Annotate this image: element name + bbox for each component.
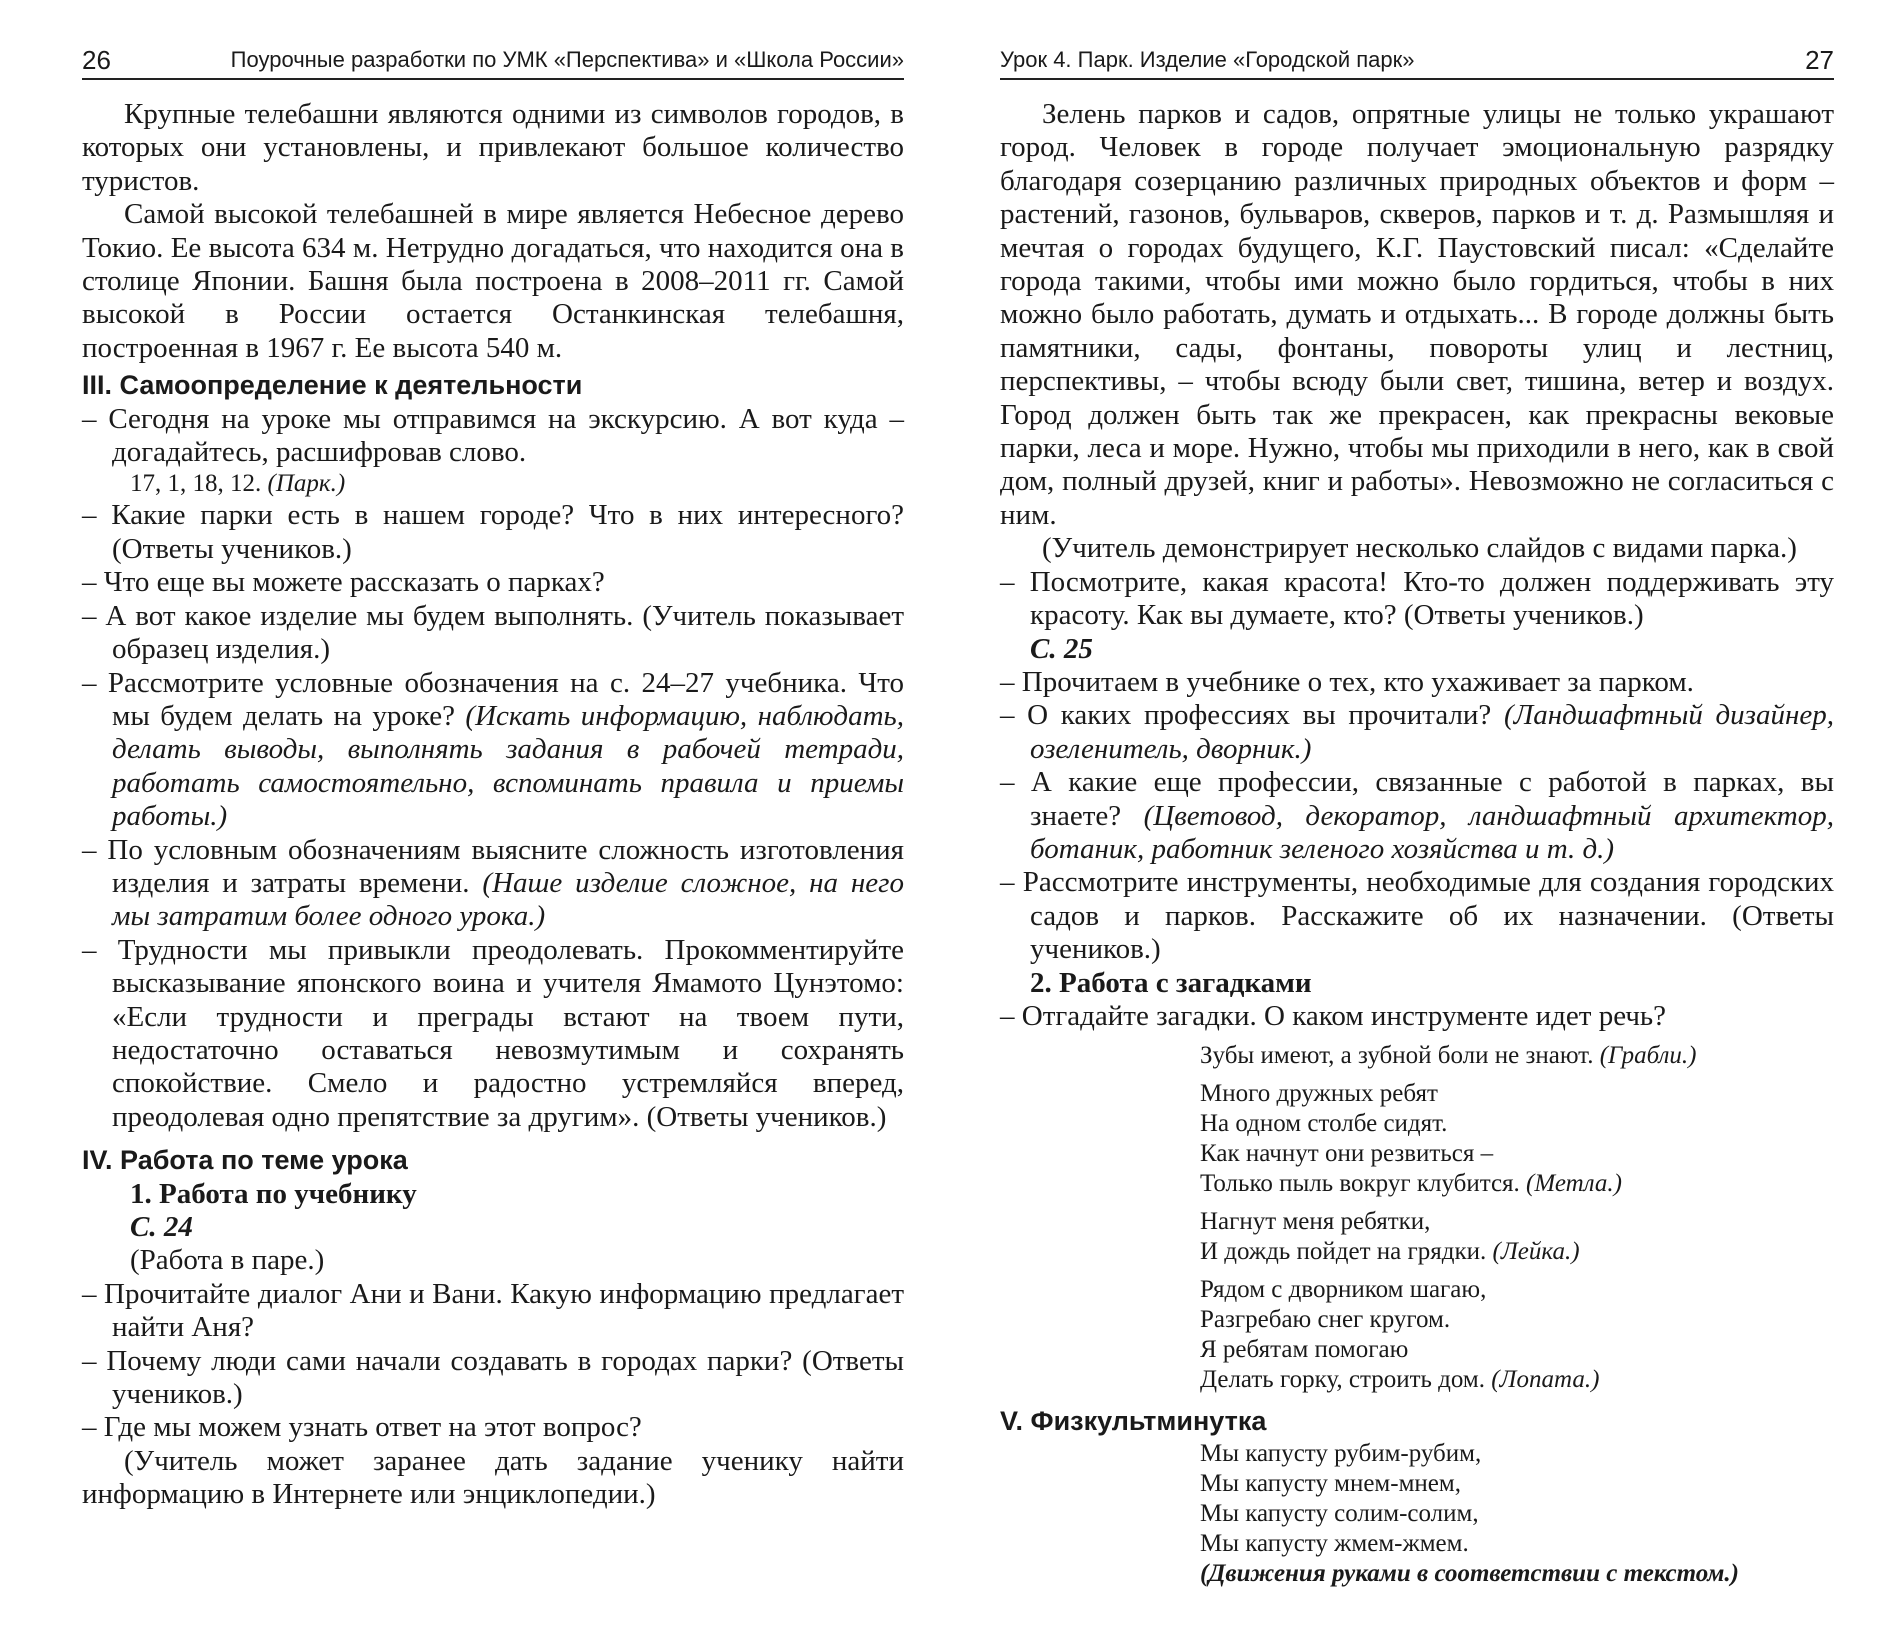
exercise-rhyme: [1200, 1439, 1834, 1589]
expected-answer: (Искать информацию, наблюдать, делать выводы, выполнять задания в рабочей тетради, работать самостоятельно, вспоминать правила и приемы работы.): [112, 699, 904, 833]
riddles: [1200, 1041, 1834, 1395]
dialogue-line: – Прочитайте диалог Ани и Вани. Какую информацию предлагает найти Аня?: [82, 1277, 904, 1344]
riddle-line: Нагнут меня ребятки,: [1200, 1208, 1431, 1236]
work-mode-note: (Работа в паре.): [130, 1244, 325, 1277]
paragraph: Крупные телебашни являются одними из символов городов, в которых они установлены, и привлекают большое количество туристов.: [82, 98, 904, 197]
dialogue-line: [1000, 699, 1834, 766]
dialogue-line: – Отгадайте загадки. О каком инструменте идет речь?: [1000, 999, 1667, 1032]
section-heading: III. Самоопределение к деятельности: [82, 370, 583, 401]
riddle-line: Как начнут они резвиться –: [1200, 1140, 1494, 1168]
right-page: [948, 0, 1896, 1641]
rhyme-line: Мы капусту мнем-мнем,: [1200, 1469, 1461, 1497]
dialogue-line: – Посмотрите, какая красота! Кто-то должен поддерживать эту красоту. Как вы думаете, кто? (Ответы учеников.): [1000, 565, 1834, 632]
running-title: Поурочные разработки по УМК «Перспектива» и «Школа России»: [230, 47, 904, 72]
running-title: Урок 4. Парк. Изделие «Городской парк»: [1000, 47, 1415, 72]
rhyme-line: Мы капусту солим-солим,: [1200, 1499, 1479, 1527]
section-heading: IV. Работа по теме урока: [82, 1145, 408, 1176]
riddle-line: Разгребаю снег кругом.: [1200, 1306, 1451, 1334]
dialogue-line: [82, 834, 904, 934]
dialogue-text: – О каких профессиях вы прочитали?: [1000, 699, 1504, 732]
textbook-page-ref: С. 24: [130, 1211, 193, 1243]
paragraph: Зелень парков и садов, опрятные улицы не только украшают город. Человек в городе получает эмоциональную разрядку благодаря созерцанию различных природных объектов и форм – растений, газонов, бульваров, скверов, парков и т. д. Размышляя и мечтая о городах будущего, К.Г. Паустовский писал: «Сделайте города такими, чтобы ими можно было гордиться, чтобы в них можно было работать, думать и отдыхать... В городе должны быть памятники, сады, фонтаны, повороты улиц и лестниц, перспективы, – чтобы всюду были свет, тишина, ветер и воздух. Город должен быть так же прекрасен, как прекрасны вековые парки, леса и море. Нужно, чтобы мы приходили в него, как в свой дом, полный друзей, книг и работы». Невозможно не согласиться с ним.: [1000, 98, 1834, 531]
riddle-line: На одном столбе сидят.: [1200, 1110, 1448, 1138]
dialogue-line: – Что еще вы можете рассказать о парках?: [82, 566, 605, 599]
dialogue-line: – Почему люди сами начали создавать в городах парки? (Ответы учеников.): [82, 1344, 904, 1411]
riddle-line: Много дружных ребят: [1200, 1080, 1438, 1108]
dialogue-line: – Какие парки есть в нашем городе? Что в них интересного? (Ответы учеников.): [82, 499, 904, 565]
teacher-note: (Учитель демонстрирует несколько слайдов с видами парка.): [1042, 532, 1797, 565]
page-header: [1000, 42, 1834, 80]
riddle-line: И дождь пойдет на грядки.: [1200, 1238, 1493, 1266]
dialogue-line: [82, 667, 904, 834]
dialogue-text: – Рассмотрите условные обозначения на с. 24–27 учебника. Что мы будем делать на уроке?: [82, 666, 904, 732]
teacher-note: (Учитель может заранее дать задание ученику найти информацию в Интернете или энциклопедии.): [82, 1444, 904, 1511]
page-body: [1000, 98, 1834, 1589]
code-answer: (Парк.): [267, 470, 346, 498]
movement-note: (Движения руками в соответствии с текстом.): [1200, 1559, 1739, 1587]
page-header: [82, 42, 904, 80]
dialogue-line: – Прочитаем в учебнике о тех, кто ухаживает за парком.: [1000, 665, 1694, 698]
dialogue-line: – Сегодня на уроке мы отправимся на экскурсию. А вот куда – догадайтесь, расшифровав слово.: [82, 402, 904, 469]
code-line: [82, 469, 904, 499]
riddle: [1200, 1041, 1834, 1071]
expected-answer: (Ландшафтный дизайнер, озеленитель, дворник.): [1030, 699, 1834, 765]
dialogue-line: – Рассмотрите инструменты, необходимые для создания городских садов и парков. Расскажите об их назначении. (Ответы учеников.): [1000, 866, 1834, 966]
dialogue-text: – По условным обозначениям выясните сложность изготовления изделия и затраты времени.: [82, 833, 904, 899]
expected-answer: (Цветовод, декоратор, ландшафтный архитектор, ботаник, работник зеленого хозяйства и т. д.): [1030, 799, 1834, 865]
dialogue-line: – А вот какое изделие мы будем выполнять. (Учитель показывает образец изделия.): [82, 599, 904, 666]
riddle-line: Я ребятам помогаю: [1200, 1336, 1409, 1364]
page-body: [82, 98, 904, 1512]
dialogue-line: [1000, 766, 1834, 866]
code-numbers: 17, 1, 18, 12.: [130, 470, 262, 498]
riddle-answer: (Метла.): [1526, 1170, 1622, 1198]
paragraph: Самой высокой телебашней в мире является Небесное дерево Токио. Ее высота 634 м. Нетрудно догадаться, что находится она в столице Японии. Башня была построена в 2008–2011 гг. Самой высокой в России остается Останкинская телебашня, построенная в 1967 г. Ее высота 540 м.: [82, 198, 904, 364]
textbook-page-ref: С. 25: [1030, 632, 1093, 665]
riddle-line: Только пыль вокруг клубится.: [1200, 1170, 1527, 1198]
riddle-answer: (Лейка.): [1492, 1238, 1580, 1266]
dialogue-line: – Где мы можем узнать ответ на этот вопрос?: [82, 1411, 642, 1444]
riddle: [1200, 1275, 1834, 1395]
riddle-answer: (Грабли.): [1599, 1042, 1697, 1070]
dialogue-line: – Трудности мы привыкли преодолевать. Прокомментируйте высказывание японского воина и учителя Ямамото Цунэтомо: «Если трудности и преграды встают на твоем пути, недостаточно оставаться невозмутимым и сохранять спокойствие. Смело и радостно устремляйся вперед, преодолевая одно препятствие за другим». (Ответы учеников.): [82, 933, 904, 1133]
riddle: [1200, 1079, 1834, 1199]
riddle-text: Зубы имеют, а зубной боли не знают.: [1200, 1042, 1600, 1070]
page-number: 27: [1805, 45, 1834, 75]
dialogue-text: – А какие еще профессии, связанные с работой в парках, вы знаете?: [1000, 766, 1834, 832]
riddle-line: Делать горку, строить дом.: [1200, 1366, 1492, 1394]
subsection-heading: 2. Работа с загадками: [1030, 966, 1312, 999]
subsection-heading: 1. Работа по учебнику: [130, 1177, 417, 1210]
rhyme-line: Мы капусту рубим-рубим,: [1200, 1439, 1482, 1467]
riddle: [1200, 1207, 1834, 1267]
expected-answer: (Наше изделие сложное, на него мы затратим более одного урока.): [112, 866, 904, 933]
riddle-line: Рядом с дворником шагаю,: [1200, 1276, 1487, 1304]
rhyme-line: Мы капусту жмем-жмем.: [1200, 1529, 1469, 1557]
riddle-answer: (Лопата.): [1491, 1366, 1600, 1394]
section-heading: V. Физкультминутка: [1000, 1406, 1267, 1437]
page-number: 26: [82, 45, 111, 75]
